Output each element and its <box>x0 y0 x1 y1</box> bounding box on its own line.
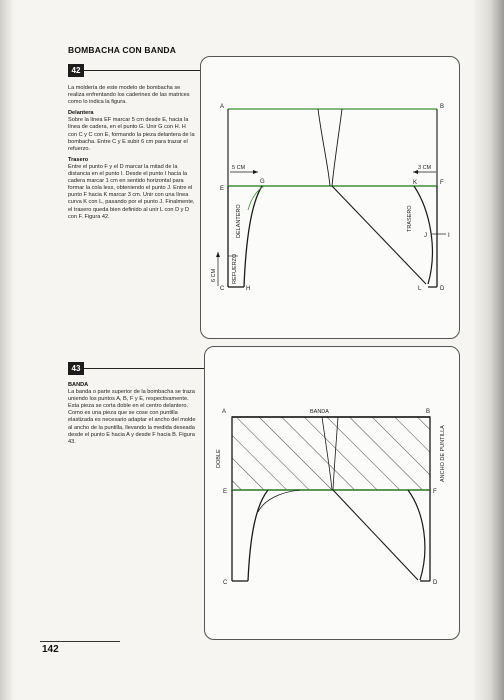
point-l-label: L <box>418 286 422 292</box>
point-e-label: E <box>220 186 225 192</box>
point-f-label: F <box>440 180 444 186</box>
label-trasero: TRASERO <box>407 205 413 232</box>
label-5cm: 5 CM <box>232 165 246 171</box>
label-ancho-de-puntilla: ANCHO DE PUNTILLA <box>440 425 446 482</box>
point-f-label-43: F <box>433 489 437 495</box>
label-banda: BANDA <box>310 409 329 415</box>
point-j-label: J <box>424 233 427 239</box>
line-back-diagonal-43 <box>333 490 418 580</box>
label-delantero: DELANTERO <box>236 204 242 238</box>
label-doble: DOBLE <box>216 449 222 468</box>
point-g-label: G <box>260 179 265 185</box>
line-back-diagonal <box>332 186 426 284</box>
point-e-label-43: E <box>223 489 228 495</box>
point-a-label-43: A <box>222 409 227 415</box>
curve-front-43 <box>248 490 268 581</box>
point-d-label-43: D <box>433 580 438 586</box>
point-a-label: A <box>220 104 225 110</box>
point-c-label: C <box>220 286 225 292</box>
curve-front-guide-43 <box>258 490 300 512</box>
trasero-heading: Trasero <box>68 156 89 163</box>
intro-paragraph: La moldería de este modelo de bombacha se realiza enfrentando los caderines de las matrices como lo indica la figura. <box>68 85 190 106</box>
curve-back-43 <box>408 490 425 580</box>
point-k-label: K <box>413 180 418 186</box>
delantera-paragraph: Sobre la línea EF marcar 5 cm desde E, hacia la línea de cadera, en el punto G. Unir G con H. H con C y C con E, formando la pieza delantera de la bombacha. Entre C y E subir 6 cm para trazar el refuerzo. <box>68 117 195 152</box>
curve-gh <box>244 186 262 287</box>
page-number: 142 <box>42 644 59 655</box>
banda-paragraph: La banda o parte superior de la bombacha se traza uniendo los puntos A, B, F y E, respectivamente. Esta pieza se corta doble en el centro delantero. Como es una pieza que se cose con puntilla elastizada es necesario adaptar el ancho del molde al ancho de la puntilla, llevando la medida deseada desde el punto E hacia A y desde F hacia B. Figura 43. <box>68 389 196 445</box>
point-b-label-43: B <box>426 409 431 415</box>
page-title: BOMBACHA CON BANDA <box>68 45 177 55</box>
figure-43-diagram <box>216 409 446 586</box>
label-refuerzo: REFUERZO <box>232 253 238 284</box>
label-6cm: 6 CM <box>211 268 217 282</box>
point-c-label-43: C <box>223 580 228 586</box>
footer-rule <box>40 641 120 642</box>
curve-front-center <box>318 109 330 186</box>
label-3cm: 3 CM <box>418 165 432 171</box>
figure-number-43: 43 <box>68 362 84 375</box>
delantera-heading: Delantera <box>68 110 94 117</box>
point-b-label: B <box>440 104 445 110</box>
point-h-label: H <box>246 286 251 292</box>
arrow-5cm-head <box>253 170 258 174</box>
arrow-6cm-head <box>216 252 220 257</box>
figure-number-42: 42 <box>68 64 84 77</box>
figure-42-diagram <box>211 104 450 292</box>
point-d-label: D <box>440 286 445 292</box>
trasero-paragraph: Entre el punto F y el D marcar la mitad de la distancia en el punto I. Desde el punto I hacia la cadera marcar 1 cm en sentido horizontal para formar la cola less, obteniendo el punto J. Entre el punto F hacia K marcar 3 cm. Unir con una línea curva K con L, pasando por el punto J. Finalmente, el trasero queda bien definido al unir L con D y D con F. Figura 42. <box>68 163 195 220</box>
banda-heading: BANDA <box>68 382 89 388</box>
point-i-label: I <box>448 233 450 239</box>
curve-back-center <box>332 109 342 186</box>
